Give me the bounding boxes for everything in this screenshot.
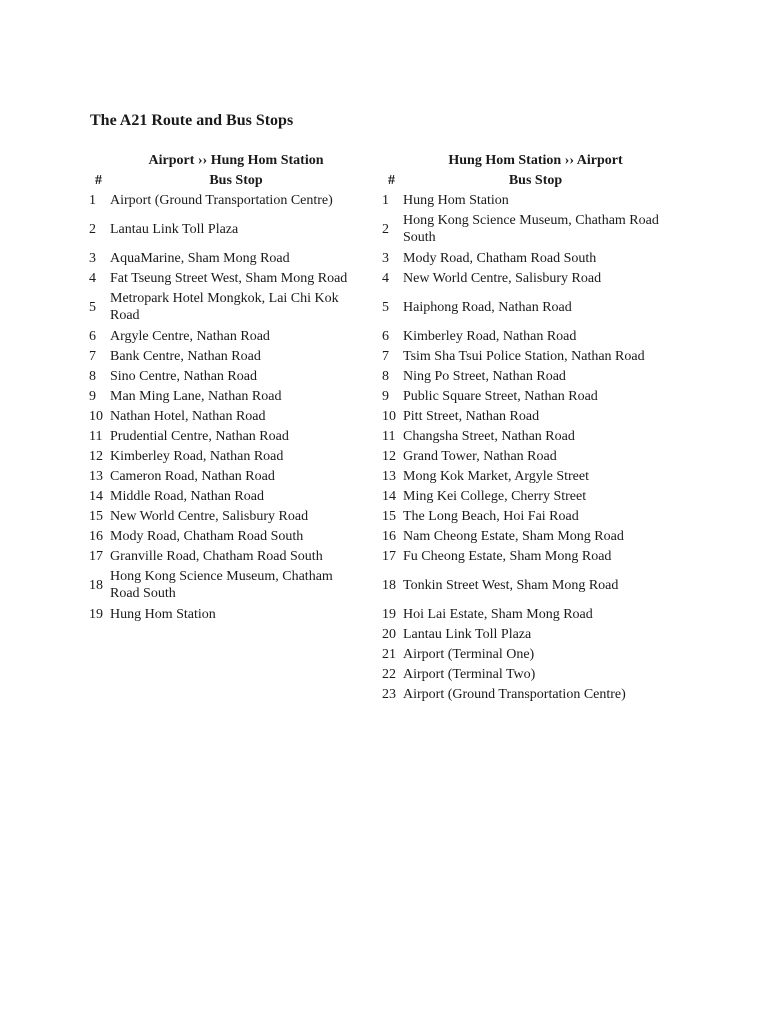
table-row <box>380 604 668 624</box>
stop-number: 19 <box>382 606 396 622</box>
table-row <box>380 664 668 684</box>
stop-number: 21 <box>382 646 396 662</box>
stop-name: Ning Po Street, Nathan Road <box>403 368 566 384</box>
table-row <box>87 604 362 624</box>
stop-name: Tsim Sha Tsui Police Station, Nathan Road <box>403 348 645 364</box>
stop-number: 23 <box>382 686 396 702</box>
stop-name: Middle Road, Nathan Road <box>110 488 264 504</box>
table-row <box>380 190 668 210</box>
table-row <box>87 288 362 326</box>
table-row <box>87 526 362 546</box>
table-row <box>380 644 668 664</box>
stop-name: Airport (Terminal One) <box>403 646 535 662</box>
table-row <box>380 684 668 704</box>
stop-name: Pitt Street, Nathan Road <box>403 408 540 424</box>
stop-number: 11 <box>382 428 396 444</box>
stop-name: Hung Hom Station <box>403 192 509 208</box>
table-row <box>380 426 668 446</box>
table-row <box>380 486 668 506</box>
stop-name: Nam Cheong Estate, Sham Mong Road <box>403 528 624 544</box>
stop-number: 14 <box>382 488 396 504</box>
table-row <box>87 386 362 406</box>
table-row <box>380 446 668 466</box>
stop-name: Mong Kok Market, Argyle Street <box>403 468 589 484</box>
stop-number: 16 <box>382 528 396 544</box>
stop-name: Fu Cheong Estate, Sham Mong Road <box>403 548 612 564</box>
table-row <box>87 426 362 446</box>
stop-number: 7 <box>89 348 96 364</box>
stop-number: 16 <box>89 528 103 544</box>
stop-name: Airport (Terminal Two) <box>403 666 536 682</box>
stop-number: 19 <box>89 606 103 622</box>
stop-number: 3 <box>382 250 389 266</box>
table-row <box>380 566 668 604</box>
stop-name: Changsha Street, Nathan Road <box>403 428 575 444</box>
stop-name: Kimberley Road, Nathan Road <box>110 448 284 464</box>
table-row <box>87 268 362 288</box>
stop-name: Tonkin Street West, Sham Mong Road <box>403 577 619 593</box>
stop-number: 12 <box>382 448 396 464</box>
stop-number: 18 <box>89 577 103 593</box>
stop-name: Kimberley Road, Nathan Road <box>403 328 577 344</box>
stop-name: Hung Hom Station <box>110 606 216 622</box>
stop-name: Man Ming Lane, Nathan Road <box>110 388 282 404</box>
stop-number: 18 <box>382 577 396 593</box>
stop-name: Airport (Ground Transportation Centre) <box>110 192 333 208</box>
stop-number: 13 <box>89 468 103 484</box>
stop-name: Public Square Street, Nathan Road <box>403 388 598 404</box>
stop-number: 15 <box>89 508 103 524</box>
stop-name: Lantau Link Toll Plaza <box>110 221 239 237</box>
route-table-hung-hom-to-airport <box>380 150 668 704</box>
stop-number: 9 <box>89 388 96 404</box>
stop-number: 5 <box>382 299 389 315</box>
stop-name: Nathan Hotel, Nathan Road <box>110 408 266 424</box>
stop-number: 3 <box>89 250 96 266</box>
stop-name: Lantau Link Toll Plaza <box>403 626 532 642</box>
table-row <box>87 486 362 506</box>
stop-name: New World Centre, Salisbury Road <box>403 270 602 286</box>
stop-number: 12 <box>89 448 103 464</box>
table-row <box>87 506 362 526</box>
table-row <box>380 366 668 386</box>
table-row <box>380 288 668 326</box>
stop-number: 10 <box>89 408 103 424</box>
table-row <box>87 326 362 346</box>
table-row <box>380 268 668 288</box>
stop-name: Ming Kei College, Cherry Street <box>403 488 587 504</box>
stop-name: Metropark Hotel Mongkok, Lai Chi Kok Road <box>110 291 339 323</box>
stop-number: 2 <box>382 221 389 237</box>
table-row <box>380 406 668 426</box>
table-row <box>380 248 668 268</box>
table-row <box>87 546 362 566</box>
stop-name: Granville Road, Chatham Road South <box>110 548 323 564</box>
table-row <box>87 366 362 386</box>
stop-number: 4 <box>382 270 389 286</box>
table-row <box>380 210 668 248</box>
stop-name: Fat Tseung Street West, Sham Mong Road <box>110 270 348 286</box>
number-column-header: # <box>95 172 102 188</box>
stop-name: Prudential Centre, Nathan Road <box>110 428 289 444</box>
stop-number: 2 <box>89 221 96 237</box>
table-row <box>87 466 362 486</box>
stop-number: 17 <box>382 548 396 564</box>
stop-number: 20 <box>382 626 396 642</box>
stop-name: The Long Beach, Hoi Fai Road <box>403 508 579 524</box>
table-row <box>380 326 668 346</box>
direction-header: Airport ›› Hung Hom Station <box>148 152 324 168</box>
stop-name: Hong Kong Science Museum, Chatham Road South <box>403 213 659 245</box>
table-row <box>380 546 668 566</box>
table-row <box>380 526 668 546</box>
table-row <box>87 248 362 268</box>
stop-name: New World Centre, Salisbury Road <box>110 508 309 524</box>
stop-number: 8 <box>89 368 96 384</box>
stop-name: Haiphong Road, Nathan Road <box>403 299 572 315</box>
stop-number: 17 <box>89 548 103 564</box>
bus-stop-column-header: Bus Stop <box>209 172 263 188</box>
stop-number: 11 <box>89 428 103 444</box>
stop-name: AquaMarine, Sham Mong Road <box>110 250 290 266</box>
stop-number: 6 <box>89 328 96 344</box>
table-row <box>380 506 668 526</box>
table-body <box>87 190 362 624</box>
stop-number: 6 <box>382 328 389 344</box>
stop-name: Hong Kong Science Museum, Chatham Road South <box>110 569 333 601</box>
table-row <box>87 190 362 210</box>
stop-name: Cameron Road, Nathan Road <box>110 468 275 484</box>
stop-number: 22 <box>382 666 396 682</box>
table-row <box>87 346 362 366</box>
stop-number: 1 <box>89 192 96 208</box>
stop-name: Hoi Lai Estate, Sham Mong Road <box>403 606 593 622</box>
stop-number: 15 <box>382 508 396 524</box>
stop-number: 5 <box>89 299 96 315</box>
document-title: The A21 Route and Bus Stops <box>90 112 294 129</box>
table-row <box>380 346 668 366</box>
table-row <box>87 210 362 248</box>
stop-name: Argyle Centre, Nathan Road <box>110 328 270 344</box>
stop-number: 14 <box>89 488 103 504</box>
table-row <box>380 386 668 406</box>
stop-number: 10 <box>382 408 396 424</box>
table-body <box>380 190 668 704</box>
stop-name: Mody Road, Chatham Road South <box>403 250 597 266</box>
stop-number: 1 <box>382 192 389 208</box>
stop-name: Bank Centre, Nathan Road <box>110 348 261 364</box>
stop-number: 9 <box>382 388 389 404</box>
direction-header: Hung Hom Station ›› Airport <box>448 152 623 168</box>
stop-name: Mody Road, Chatham Road South <box>110 528 304 544</box>
stop-name: Grand Tower, Nathan Road <box>403 448 557 464</box>
stop-number: 4 <box>89 270 96 286</box>
table-row <box>380 466 668 486</box>
bus-stop-column-header: Bus Stop <box>508 172 563 188</box>
route-table-airport-to-hung-hom <box>87 150 362 624</box>
stop-number: 13 <box>382 468 396 484</box>
table-row <box>87 566 362 604</box>
stop-name: Airport (Ground Transportation Centre) <box>403 686 626 702</box>
number-column-header: # <box>388 172 395 188</box>
stop-number: 7 <box>382 348 389 364</box>
table-row <box>87 406 362 426</box>
table-row <box>87 446 362 466</box>
stop-name: Sino Centre, Nathan Road <box>110 368 257 384</box>
stop-number: 8 <box>382 368 389 384</box>
table-row <box>380 624 668 644</box>
